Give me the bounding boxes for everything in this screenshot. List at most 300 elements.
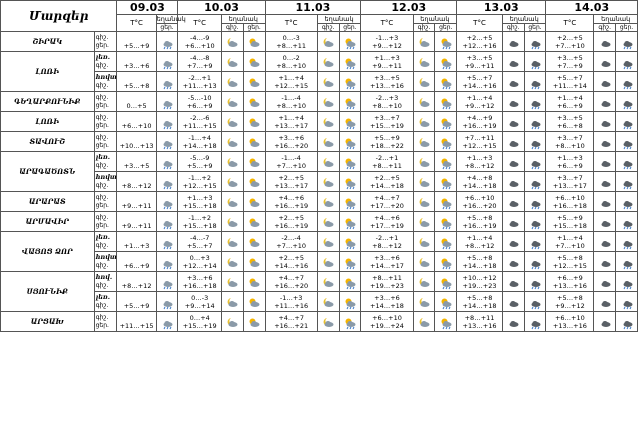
moon-cloud-icon (418, 117, 430, 129)
night-weather-cell (221, 32, 243, 52)
day-weather-cell (616, 232, 638, 252)
temperature-cell: -1…-4 +7…+10 (265, 152, 317, 172)
night-weather-cell (502, 52, 524, 72)
cloud-rain-icon (621, 217, 633, 229)
sun-cloud-icon (248, 237, 260, 249)
day-weather-cell (243, 92, 265, 112)
night-subheader: գիշ. (594, 24, 616, 32)
dark-cloud-icon (599, 157, 611, 169)
moon-cloud-icon (418, 277, 430, 289)
night-weather-cell (413, 212, 435, 232)
night-subheader: գիշ. (221, 24, 243, 32)
rain-cloud-icon (161, 37, 173, 49)
temperature-cell: 0…-3 +9…+14 (178, 292, 222, 312)
day-weather-cell (616, 92, 638, 112)
night-weather-cell (221, 112, 243, 132)
temperature-cell: +1…+3 +15…+18 (178, 192, 222, 212)
sun-rain-icon (440, 77, 452, 89)
subregion-label: հով. (95, 273, 113, 281)
temperature-cell: +1…+4 +6…+9 (546, 92, 594, 112)
region-row (1, 132, 638, 152)
night-weather-cell (413, 272, 435, 292)
region-row (1, 192, 638, 212)
sun-cloud-icon (248, 57, 260, 69)
sun-cloud-icon (248, 217, 260, 229)
day-weather-cell (524, 152, 546, 172)
rain-cloud-icon (161, 137, 173, 149)
rain-cloud-icon (161, 57, 173, 69)
sun-rain-icon (440, 297, 452, 309)
day-abbrev: ցեր. (95, 141, 109, 149)
night-weather-cell (594, 192, 616, 212)
temp-column-header: T°C (265, 15, 317, 32)
sun-rain-icon (344, 97, 356, 109)
day-weather-cell (339, 292, 361, 312)
sun-cloud-icon (248, 257, 260, 269)
cloud-rain-icon (621, 277, 633, 289)
dark-cloud-icon (507, 217, 519, 229)
temperature-cell: +3…+6 (117, 52, 156, 72)
region-row (1, 112, 638, 132)
moon-cloud-icon (418, 317, 430, 329)
moon-cloud-icon (322, 177, 334, 189)
dark-cloud-icon (507, 117, 519, 129)
night-day-abbrev: գիշ. (95, 242, 109, 249)
moon-cloud-icon (322, 317, 334, 329)
sun-rain-icon (344, 257, 356, 269)
night-day-abbrev: գիշ. (95, 182, 109, 189)
day-weather-cell (435, 272, 457, 292)
cloud-rain-icon (529, 57, 541, 69)
night-weather-cell (317, 152, 339, 172)
region-name: ԼՈՌԻ (1, 112, 95, 132)
temperature-cell: +8…+12 (117, 172, 156, 192)
day-weather-cell (616, 172, 638, 192)
cloud-rain-icon (529, 217, 541, 229)
day-weather-cell (156, 212, 178, 232)
day-weather-cell (156, 192, 178, 212)
night-weather-cell (594, 232, 616, 252)
night-weather-cell (221, 172, 243, 192)
day-weather-cell (435, 132, 457, 152)
night-weather-cell (413, 252, 435, 272)
temperature-cell: 0…+3 +12…+14 (178, 252, 222, 272)
night-weather-cell (594, 112, 616, 132)
dark-cloud-icon (599, 57, 611, 69)
night-weather-cell (317, 52, 339, 72)
day-night-label (94, 272, 117, 292)
day-night-label (94, 192, 117, 212)
dark-cloud-icon (599, 217, 611, 229)
day-night-label (94, 292, 117, 312)
night-weather-cell (221, 312, 243, 332)
day-weather-cell (156, 112, 178, 132)
day-abbrev: ցեր. (95, 221, 109, 229)
night-weather-cell (502, 72, 524, 92)
temperature-cell: +4…+6 +17…+19 (361, 212, 413, 232)
day-subheader: ցեր. (616, 24, 638, 32)
cloud-rain-icon (621, 157, 633, 169)
region-row (1, 92, 638, 112)
subregion-label: լեռ. (95, 293, 111, 301)
dark-cloud-icon (507, 197, 519, 209)
temperature-cell: -1…+2 +15…+18 (178, 212, 222, 232)
temperature-cell: +6…+10 +13…+16 (546, 312, 594, 332)
temperature-cell: -2…-4 +7…+10 (265, 232, 317, 252)
date-header: 14.03 (546, 1, 638, 15)
temperature-cell: +6…+9 +13…+16 (546, 272, 594, 292)
temperature-cell: +3…+5 +9…+11 (457, 52, 503, 72)
temperature-cell: 0…+5 (117, 92, 156, 112)
night-weather-cell (221, 272, 243, 292)
temperature-cell: +5…+8 +14…+18 (457, 292, 503, 312)
temperature-cell: +6…+10 +16…+18 (546, 192, 594, 212)
night-weather-cell (317, 212, 339, 232)
day-night-label (94, 52, 117, 72)
day-weather-cell (156, 52, 178, 72)
night-subheader: գիշ. (502, 24, 524, 32)
temperature-cell: +2…+5 +12…+16 (457, 32, 503, 52)
moon-cloud-icon (418, 157, 430, 169)
night-day-abbrev: գիշ. (95, 302, 109, 309)
dark-cloud-icon (599, 257, 611, 269)
day-weather-cell (435, 192, 457, 212)
day-weather-cell (339, 152, 361, 172)
dark-cloud-icon (507, 157, 519, 169)
night-weather-cell (594, 272, 616, 292)
night-weather-cell (413, 32, 435, 52)
date-header: 12.03 (361, 1, 457, 15)
day-night-label (94, 92, 117, 112)
moon-cloud-icon (322, 97, 334, 109)
cloud-rain-icon (621, 137, 633, 149)
moon-cloud-icon (226, 37, 238, 49)
sun-rain-icon (440, 317, 452, 329)
day-weather-cell (435, 212, 457, 232)
day-subheader: ցեր. (156, 24, 178, 32)
cloud-rain-icon (529, 177, 541, 189)
temperature-cell: 0…-2 +8…+10 (265, 52, 317, 72)
day-weather-cell (435, 172, 457, 192)
night-weather-cell (594, 72, 616, 92)
temperature-cell: +3…+5 (117, 152, 156, 172)
temperature-cell: -1…+2 +12…+15 (178, 172, 222, 192)
rain-cloud-icon (161, 117, 173, 129)
moon-cloud-icon (226, 197, 238, 209)
night-weather-cell (502, 132, 524, 152)
region-column-header: Մարզեր (1, 1, 117, 32)
temperature-cell: +11…+15 (117, 312, 156, 332)
night-weather-cell (413, 232, 435, 252)
day-weather-cell (616, 52, 638, 72)
rain-cloud-icon (161, 257, 173, 269)
day-weather-cell (156, 312, 178, 332)
temperature-cell: +5…+8 +12…+15 (546, 252, 594, 272)
day-weather-cell (156, 292, 178, 312)
temperature-cell: +1…+3 +8…+12 (457, 152, 503, 172)
sun-rain-icon (344, 197, 356, 209)
day-weather-cell (243, 192, 265, 212)
moon-cloud-icon (418, 217, 430, 229)
day-weather-cell (616, 212, 638, 232)
rain-cloud-icon (161, 277, 173, 289)
night-weather-cell (317, 272, 339, 292)
sun-rain-icon (440, 37, 452, 49)
temperature-cell: +5…+8 +9…+12 (546, 292, 594, 312)
dark-cloud-icon (507, 277, 519, 289)
day-weather-cell (339, 52, 361, 72)
dark-cloud-icon (599, 177, 611, 189)
day-weather-cell (156, 32, 178, 52)
day-weather-cell (156, 232, 178, 252)
temp-column-header: T°C (457, 15, 503, 32)
dark-cloud-icon (507, 257, 519, 269)
cloud-rain-icon (529, 257, 541, 269)
temperature-cell: -1…-4 +8…+10 (265, 92, 317, 112)
moon-cloud-icon (226, 77, 238, 89)
temp-column-header: T°C (178, 15, 222, 32)
dark-cloud-icon (599, 77, 611, 89)
moon-cloud-icon (226, 177, 238, 189)
day-weather-cell (156, 172, 178, 192)
night-weather-cell (317, 312, 339, 332)
sun-rain-icon (344, 277, 356, 289)
cloud-rain-icon (621, 197, 633, 209)
sun-cloud-icon (248, 37, 260, 49)
day-weather-cell (243, 292, 265, 312)
temperature-cell: +10…+13 (117, 132, 156, 152)
day-weather-cell (524, 92, 546, 112)
cloud-rain-icon (621, 97, 633, 109)
moon-cloud-icon (226, 137, 238, 149)
night-weather-cell (221, 212, 243, 232)
day-night-label (94, 112, 117, 132)
moon-cloud-icon (226, 157, 238, 169)
sun-rain-icon (440, 237, 452, 249)
day-weather-cell (156, 132, 178, 152)
day-abbrev: ցեր. (95, 201, 109, 209)
day-weather-cell (524, 52, 546, 72)
night-weather-cell (221, 72, 243, 92)
temperature-cell: -2…+3 +8…+10 (361, 92, 413, 112)
night-weather-cell (317, 252, 339, 272)
rain-cloud-icon (161, 177, 173, 189)
sun-rain-icon (344, 77, 356, 89)
night-weather-cell (413, 132, 435, 152)
day-weather-cell (243, 312, 265, 332)
day-weather-cell (524, 192, 546, 212)
moon-cloud-icon (322, 77, 334, 89)
day-weather-cell (339, 92, 361, 112)
subregion-label: լեռ. (95, 153, 111, 161)
temperature-cell: +4…+9 +16…+19 (457, 112, 503, 132)
day-weather-cell (435, 112, 457, 132)
temperature-cell: +3…+7 +8…+10 (546, 132, 594, 152)
temperature-cell: -2…+1 +8…+11 (361, 152, 413, 172)
day-weather-cell (435, 32, 457, 52)
dark-cloud-icon (599, 277, 611, 289)
dark-cloud-icon (507, 177, 519, 189)
night-weather-cell (502, 212, 524, 232)
day-weather-cell (156, 72, 178, 92)
sun-rain-icon (440, 97, 452, 109)
temperature-cell: -1…+3 +9…+12 (361, 32, 413, 52)
temperature-cell: -1…+3 +11…+16 (265, 292, 317, 312)
sun-rain-icon (440, 117, 452, 129)
dark-cloud-icon (599, 237, 611, 249)
sun-cloud-icon (248, 297, 260, 309)
day-weather-cell (339, 132, 361, 152)
dark-cloud-icon (599, 137, 611, 149)
day-weather-cell (524, 212, 546, 232)
temperature-cell: +1…+4 +13…+17 (265, 112, 317, 132)
dark-cloud-icon (599, 317, 611, 329)
night-weather-cell (413, 292, 435, 312)
night-weather-cell (413, 52, 435, 72)
sun-rain-icon (344, 177, 356, 189)
night-weather-cell (317, 32, 339, 52)
temperature-cell: +2…+5 +14…+18 (361, 172, 413, 192)
dark-cloud-icon (599, 117, 611, 129)
night-weather-cell (221, 132, 243, 152)
night-weather-cell (594, 312, 616, 332)
temperature-cell: +8…+11 +19…+23 (361, 272, 413, 292)
day-subheader: ցեր. (339, 24, 361, 32)
night-weather-cell (594, 172, 616, 192)
day-weather-cell (524, 132, 546, 152)
night-weather-cell (413, 192, 435, 212)
cloud-rain-icon (621, 317, 633, 329)
cloud-rain-icon (529, 197, 541, 209)
temperature-cell: +4…+8 +14…+18 (457, 172, 503, 192)
night-weather-cell (594, 132, 616, 152)
region-name: ԱՐԱԳԱԾՈՏՆ (1, 152, 95, 192)
day-weather-cell (524, 312, 546, 332)
region-row (1, 32, 638, 52)
rain-cloud-icon (161, 317, 173, 329)
temperature-cell: +5…+8 (117, 72, 156, 92)
temperature-cell: 0…+4 +15…+19 (178, 312, 222, 332)
day-night-label (94, 212, 117, 232)
cloud-rain-icon (529, 277, 541, 289)
temperature-cell: +4…+7 +17…+20 (361, 192, 413, 212)
dark-cloud-icon (599, 297, 611, 309)
night-weather-cell (413, 312, 435, 332)
day-weather-cell (243, 52, 265, 72)
subregion-label: հովտ (95, 73, 117, 81)
temperature-cell: -1…+4 +14…+18 (178, 132, 222, 152)
day-weather-cell (524, 72, 546, 92)
day-night-label (94, 152, 117, 172)
moon-cloud-icon (322, 37, 334, 49)
moon-cloud-icon (418, 257, 430, 269)
cloud-rain-icon (529, 137, 541, 149)
day-weather-cell (616, 252, 638, 272)
day-weather-cell (524, 32, 546, 52)
rain-cloud-icon (161, 157, 173, 169)
temperature-cell: +3…+5 +13…+16 (361, 72, 413, 92)
sun-rain-icon (344, 217, 356, 229)
dark-cloud-icon (599, 197, 611, 209)
night-weather-cell (221, 232, 243, 252)
sun-rain-icon (440, 257, 452, 269)
moon-cloud-icon (418, 197, 430, 209)
night-weather-cell (221, 292, 243, 312)
cloud-rain-icon (621, 57, 633, 69)
sun-rain-icon (344, 137, 356, 149)
day-weather-cell (339, 252, 361, 272)
day-subheader: ցեր. (243, 24, 265, 32)
dark-cloud-icon (507, 97, 519, 109)
night-weather-cell (594, 92, 616, 112)
temperature-cell: +6…+10 (117, 112, 156, 132)
region-row (1, 232, 638, 252)
day-weather-cell (616, 312, 638, 332)
day-weather-cell (243, 252, 265, 272)
moon-cloud-icon (226, 237, 238, 249)
night-weather-cell (317, 92, 339, 112)
moon-cloud-icon (226, 277, 238, 289)
region-row (1, 292, 638, 312)
temperature-cell: +1…+4 +8…+12 (457, 232, 503, 252)
moon-cloud-icon (418, 137, 430, 149)
night-weather-cell (413, 112, 435, 132)
day-weather-cell (435, 52, 457, 72)
sun-rain-icon (440, 217, 452, 229)
night-abbrev: գիշ. (95, 193, 109, 201)
day-weather-cell (616, 192, 638, 212)
night-weather-cell (502, 192, 524, 212)
dark-cloud-icon (507, 37, 519, 49)
moon-cloud-icon (322, 277, 334, 289)
temperature-cell: -2…+1 +11…+13 (178, 72, 222, 92)
sun-rain-icon (440, 157, 452, 169)
rain-cloud-icon (161, 217, 173, 229)
region-row (1, 72, 638, 92)
cloud-rain-icon (529, 157, 541, 169)
cloud-rain-icon (621, 257, 633, 269)
temperature-cell: 0…-3 +8…+11 (265, 32, 317, 52)
temperature-cell: +3…+5 +7…+9 (546, 52, 594, 72)
subregion-label: հովտ (95, 253, 117, 261)
temperature-cell: +4…+6 +16…+19 (265, 192, 317, 212)
temperature-cell: +5…+8 +16…+19 (457, 212, 503, 232)
temperature-cell: +4…+7 +16…+21 (265, 312, 317, 332)
sun-rain-icon (344, 297, 356, 309)
sun-cloud-icon (248, 277, 260, 289)
day-weather-cell (243, 152, 265, 172)
sun-rain-icon (344, 117, 356, 129)
night-day-abbrev: գիշ. (95, 262, 109, 269)
night-abbrev: գիշ. (95, 313, 109, 321)
date-header: 11.03 (265, 1, 361, 15)
temp-column-header: T°C (361, 15, 413, 32)
temperature-cell: +5…+9 (117, 32, 156, 52)
temperature-cell: +3…+6 +14…+17 (361, 252, 413, 272)
cloud-rain-icon (621, 117, 633, 129)
night-day-abbrev: գիշ. (95, 62, 109, 69)
temperature-cell: +4…+7 +16…+20 (265, 272, 317, 292)
day-abbrev: ցեր. (95, 101, 109, 109)
day-weather-cell (339, 272, 361, 292)
night-weather-cell (317, 172, 339, 192)
night-weather-cell (594, 292, 616, 312)
region-name: ԱՐԱՐԱՏ (1, 192, 95, 212)
night-weather-cell (413, 92, 435, 112)
day-weather-cell (243, 212, 265, 232)
day-weather-cell (524, 112, 546, 132)
sun-rain-icon (440, 57, 452, 69)
